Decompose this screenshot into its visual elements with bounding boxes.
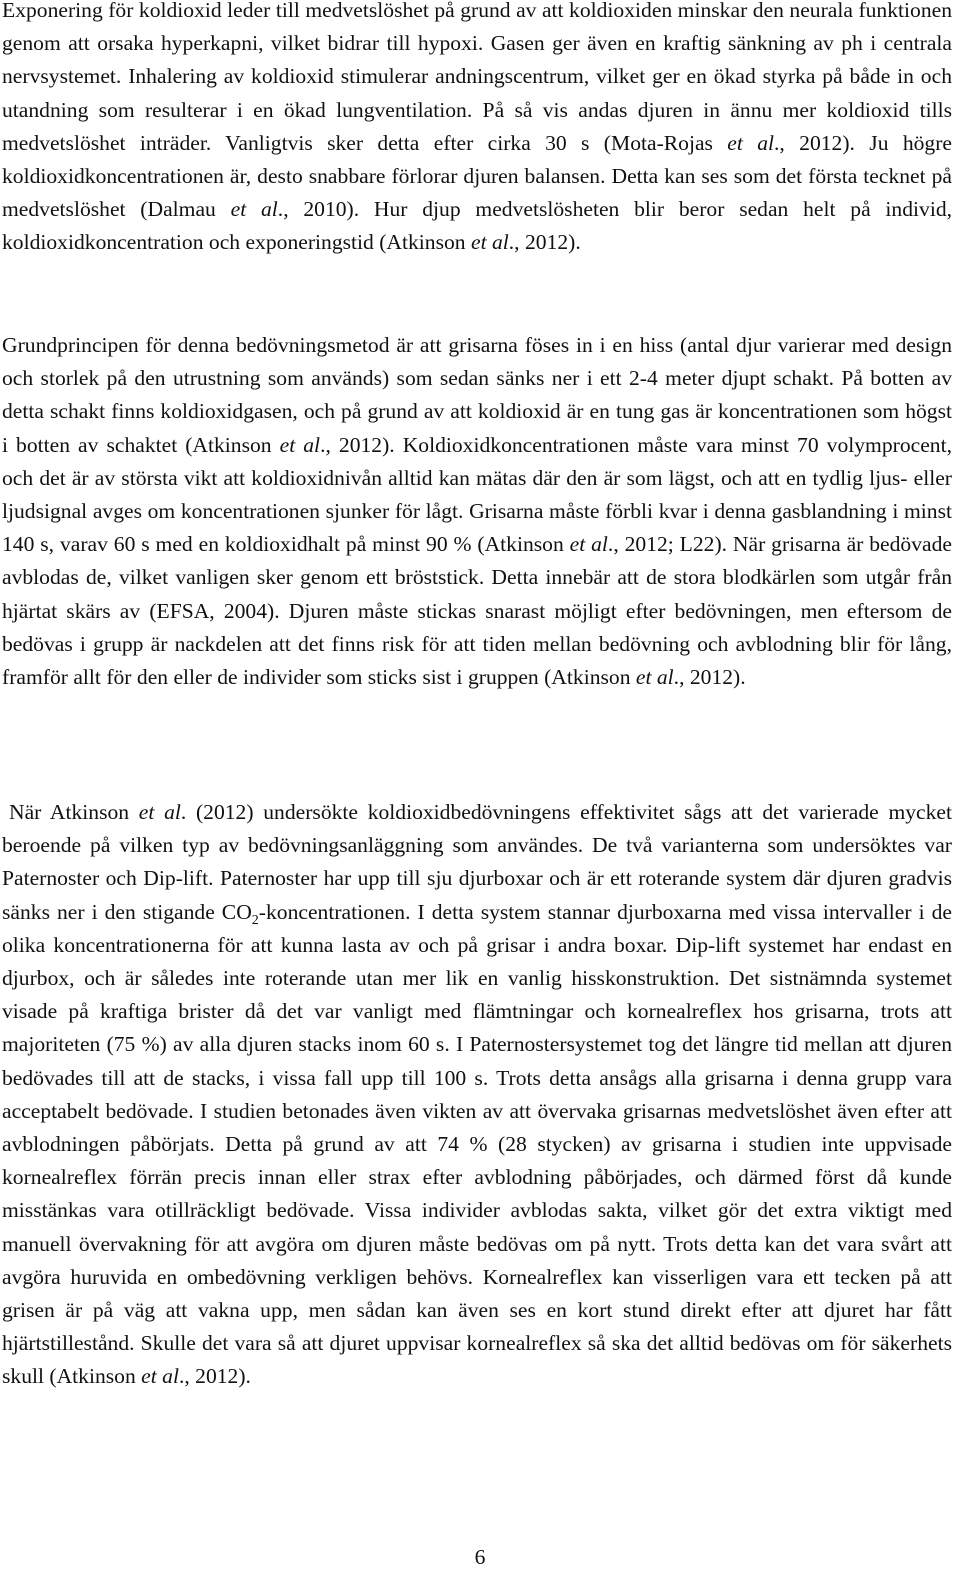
segment: -koncentrationen. I detta system stannar djurboxarna med vissa intervaller i de olika koncentrationerna för att kunna lasta av och på grisar i andra boxar. Dip-lift systemet har endast en djurbox, och är således inte roterande utan mer lik en vanlig hisskonstruktion. Det sistnämnda systemet visade på kraftiga brister då det var vanligt med flämtningar och kornealreflex hos grisarna, trots att majoriteten (75 %) av alla djuren stacks inom 60 s. I Paternostersystemet tog det längre tid mellan att djuren bedövades till att de stacks, i vissa fall upp till 100 s. Trots detta ansågs alla grisarna i denna grupp vara acceptabelt bedövade. I studien betonades även vikten av att övervaka grisarnas medvetslöshet även efter att avblodningen påbörjats. Detta på grund av att 74 % (28 stycken) av grisarna i studien inte uppvisade kornealreflex förrän precis innan eller strax efter avblodning påbörjades, och därmed först då kunde misstänkas vara otillräckligt bedövade. Vissa individer avblodas sakta, vilket gör det extra viktigt med manuell övervakning för att avgöra om djuren måste bedövas om på nytt. Trots detta kan det vara svårt att avgöra huruvida en ombedövning verkligen behövs. Kornealreflex kan visserligen vara ett tecken på att grisen är på väg att vakna upp, men sådan kan även ses en kort stund direkt efter att djuret har fått hjärtstillestånd. Skulle det vara så att djuret uppvisar kornealreflex så ska det alltid bedövas om för säkerhets skull (Atkinson bbox=[2, 899, 952, 1389]
segment: Exponering för koldioxid leder till medvetslöshet på grund av att koldioxiden minskar den neurala funktionen genom att orsaka hyperkapni, vilket bidrar till hypoxi. Gasen ger även en kraftig sänkning av ph i centrala nervsystemet. Inhalering av koldioxid stimulerar andningscentrum, vilket ger en ökad styrka på både in och utandning som resulterar i en ökad lungventilation. På så vis andas djuren in ännu mer koldioxid tills medvetslöshet inträder. Vanligtvis sker detta efter cirka 30 s (Mota-Rojas bbox=[2, 0, 952, 155]
segment: ., 2012). bbox=[178, 1364, 251, 1389]
segment: . (2012) undersökte koldioxidbedövningens effektivitet sågs att det varierade mycket beroende på vilken typ av bedövningsanläggning som användes. De två varianterna som undersöktes var Paternoster och Dip-lift. Paternoster har upp till sju djurboxar och är ett roterande system där djuren gradvis sänks ner i den stigande CO bbox=[2, 800, 953, 924]
segment: et al bbox=[138, 800, 181, 824]
segment: Grundprincipen för denna bedövningsmetod är att grisarna föses in i en hiss (antal djur varierar med design och storlek på den utrustning som används) som sedan sänks ner i ett 2-4 meter djupt schakt. På botten av detta schakt finns koldioxidgasen, och på grund av att koldioxid är en tung gas är koncentrationen som högst i botten av schaktet (Atkinson bbox=[2, 333, 952, 457]
paragraph-co2-unconsciousness bbox=[2, 0, 952, 260]
segment: et al bbox=[471, 230, 509, 255]
paragraph-stunning-method bbox=[2, 329, 952, 694]
segment: När Atkinson bbox=[9, 800, 139, 824]
segment: et al bbox=[141, 1364, 179, 1389]
segment: ., 2012; L22). När grisarna är bedövade avblodas de, vilket vanligen sker genom ett bröststick. Detta innebär att de stora blodkärlen som utgår från hjärtat skärs av (EFSA, 2004). Djuren måste stickas snarast möjligt efter bedövningen, men eftersom de bedövas i grupp är nackdelen att det finns risk för att tiden mellan bedövning och avblodning blir för lång, framför allt för den eller de individer som sticks sist i gruppen (Atkinson bbox=[2, 532, 952, 690]
segment: et al bbox=[727, 130, 775, 155]
segment: ., 2012). bbox=[508, 230, 581, 255]
segment: et al bbox=[279, 432, 321, 457]
segment: ., 2010). Hur djup medvetslösheten blir beror sedan helt på individ, koldioxidkoncentration och exponeringstid (Atkinson bbox=[2, 197, 953, 255]
page-number: 6 bbox=[474, 1545, 486, 1569]
segment: ., 2012). bbox=[673, 665, 746, 690]
subscript: 2 bbox=[251, 912, 259, 928]
segment: et al bbox=[569, 532, 608, 557]
segment: et al bbox=[635, 665, 674, 690]
segment: ., 2012). Koldioxidkoncentrationen måste vara minst 70 volymprocent, och det är av största vikt att koldioxidnivån alltid kan mätas där den är som lägst, och att en tydlig ljus- eller ljudsignal avges om koncentrationen sjunker för lågt. Grisarna måste förbli kvar i denna gasblandning i minst 140 s, varav 60 s med en koldioxidhalt på minst 90 % (Atkinson bbox=[2, 432, 952, 557]
paragraph-atkinson-study bbox=[2, 796, 952, 1394]
segment: ., 2012). Ju högre koldioxidkoncentrationen är, desto snabbare förlorar djuren balansen. Detta kan ses som det första tecknet på medvetslöshet (Dalmau bbox=[2, 130, 952, 222]
segment: et al bbox=[230, 197, 278, 222]
